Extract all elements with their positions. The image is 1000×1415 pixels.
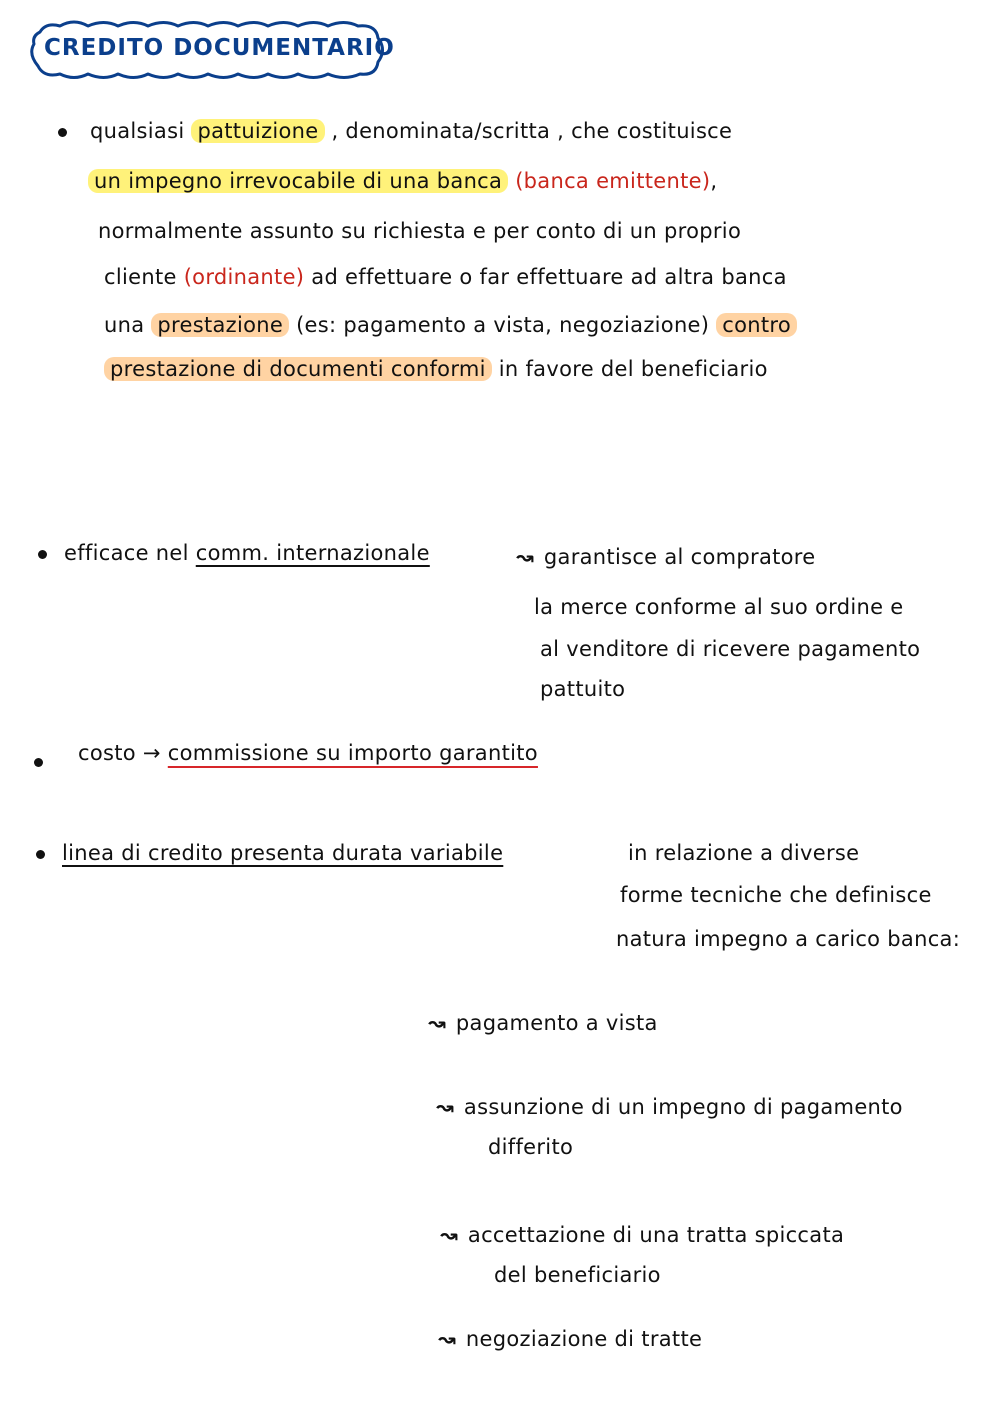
s1-line-3: normalmente assunto su richiesta e per conto di un proprio [98, 219, 742, 243]
s1-line-1 [90, 116, 732, 146]
text: cliente [104, 265, 177, 289]
text: in favore del beneficiario [498, 357, 768, 381]
s1-line-6 [104, 354, 768, 384]
s2-right-2: la merce conforme al suo ordine e [534, 595, 904, 619]
s4-item-3 [440, 1220, 844, 1250]
s4-item-3-cont: del beneficiario [494, 1263, 661, 1287]
s4-item-4 [438, 1324, 702, 1354]
text: (es: pagamento a vista, negoziazione) [296, 313, 710, 337]
highlight-documenti: prestazione di documenti conformi [104, 357, 492, 381]
text: una [104, 313, 145, 337]
s2-right-1 [516, 542, 816, 572]
squiggle-arrow-icon: ↝ [516, 545, 534, 569]
underlined-comm-internazionale: comm. internazionale [195, 541, 430, 565]
highlight-impegno: un impegno irrevocabile di una banca [88, 169, 508, 193]
page-title: CREDITO DOCUMENTARIO [44, 35, 395, 61]
squiggle-arrow-icon: ↝ [436, 1095, 454, 1119]
highlight-pattuizione: pattuizione [191, 119, 324, 143]
s2-left [64, 538, 430, 568]
s1-line-5 [104, 310, 797, 340]
text: pagamento a vista [455, 1011, 658, 1035]
highlight-contro: contro [716, 313, 797, 337]
s4-item-2-cont: differito [488, 1135, 574, 1159]
s4-right-3: natura impegno a carico banca: [616, 927, 961, 951]
text: efficace nel [64, 541, 189, 565]
s4-item-1 [428, 1008, 658, 1038]
s4-right-2: forme tecniche che definisce [620, 883, 932, 907]
text: assunzione di un impegno di pagamento [463, 1095, 903, 1119]
text: costo → [78, 741, 161, 765]
text: accettazione di una tratta spiccata [467, 1223, 845, 1247]
s2-right-4: pattuito [540, 677, 626, 701]
squiggle-arrow-icon: ↝ [438, 1327, 456, 1351]
text: qualsiasi [90, 119, 185, 143]
bullet-point [58, 128, 67, 137]
text: , [710, 169, 718, 193]
bullet-point [36, 850, 45, 859]
underlined-commissione: commissione su importo garantito [167, 741, 538, 765]
s2-right-3: al venditore di ricevere pagamento [540, 637, 921, 661]
underlined-linea-di-credito: linea di credito presenta durata variabile [62, 841, 504, 865]
s4-left [62, 838, 503, 868]
red-note-ordinante: (ordinante) [183, 265, 305, 289]
red-note-banca-emittente: (banca emittente) [515, 169, 711, 193]
text: ad effettuare o far effettuare ad altra banca [311, 265, 787, 289]
text: garantisce al compratore [543, 545, 816, 569]
highlight-prestazione: prestazione [151, 313, 289, 337]
squiggle-arrow-icon: ↝ [428, 1011, 446, 1035]
bullet-point [34, 758, 43, 767]
s4-right-1: in relazione a diverse [628, 841, 860, 865]
text: , denominata/scritta , che costituisce [331, 119, 733, 143]
s1-line-2 [88, 166, 717, 196]
s4-item-2 [436, 1092, 903, 1122]
s1-line-4 [104, 262, 787, 292]
text: negoziazione di tratte [465, 1327, 703, 1351]
squiggle-arrow-icon: ↝ [440, 1223, 458, 1247]
bullet-point [38, 550, 47, 559]
s3-line [78, 738, 538, 768]
